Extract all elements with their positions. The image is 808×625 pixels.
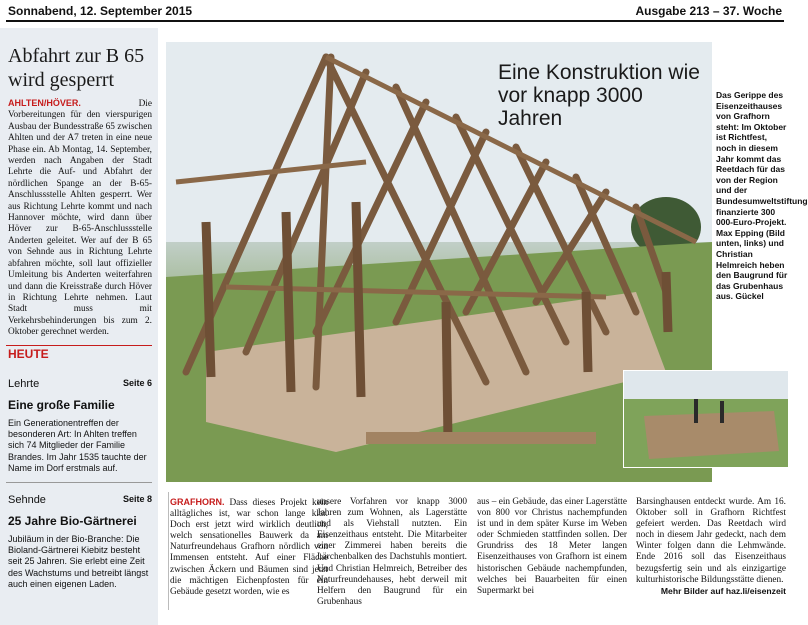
section-place: Sehnde <box>8 494 46 506</box>
inset-photo-excavation <box>623 370 789 468</box>
article-text: Barsinghausen entdeckt wurde. Am 16. Oktober soll in Grafhorn Richtfest gefeiert werden. Das Reetdach wird noch in diesem Jahr gedeckt, nach dem Winter folgen dann die Lehmwände. Ende 2016 soll das Eisenzeithaus bezugsfertig sein und als einzigartige kulturhistorische Bildungsstätte dienen. <box>636 497 786 585</box>
section-text: Ein Generationentreffen der besonderen Art: In Ahlten treffen sich 74 Mitglieder der Familie Brandes. Im Jahr 1535 tauchte der Name im Dorf erstmals auf. <box>8 418 147 473</box>
section-title: 25 Jahre Bio-Gärtnerei <box>8 514 137 528</box>
article-column-1 <box>170 497 328 598</box>
photo-caption: Das Gerippe des Eisenzeithauses von Grafhorn steht: Im Oktober ist Richtfest, noch in diesem Jahr kommt das Reetdach für das von der Region und der Bundesumweltstiftung finanzierte 300 000-Euro-Projekt. Max Epping (Bild unten, links) und Christian Helmreich heben den Baugrund für das Grubenhaus aus. Gückel <box>716 90 808 302</box>
article-column-4 <box>636 497 786 597</box>
section-divider <box>6 482 152 483</box>
section-page: Seite 8 <box>122 494 152 504</box>
article-column-3: aus – ein Gebäude, das einer Lagerstätte von 800 vor Christus nachempfunden ist und in dem später Kurse im Weben oder Schmieden stattfinden sollen. Der Grundriss des 18 Meter langen Eisenzeithauses von Grafhorn ist einem historischen Gebäude nachempfunden, welches bei Bauarbeiten für einen Supermarkt bei <box>477 497 627 596</box>
section-sehnde-header <box>8 494 152 506</box>
article-text: Dass dieses Projekt kein alltägliches ist, war schon lange klar. Doch erst jetzt wird wirklich deutlich, welch sensationelles Bauwerk da am Naturfreundehaus Grafhorn nördlich von Immensen entsteht. Auf einer Fläche zwischen Äckern und Bäumen sind jetzt die mächtigen Eichenpfosten für ein Gebäude gesetzt worden, wie es <box>170 498 328 597</box>
header-date: Sonnabend, 12. September 2015 <box>8 4 193 18</box>
sidebar-lead-kicker: AHLTEN/HÖVER. <box>8 98 81 108</box>
excavation-illustration <box>624 371 788 467</box>
sidebar-lead-text: Die Vorbereitungen für den vierspurigen Ausbau der Bundesstraße 65 zwischen Ahlten und der A7 treten in eine neue Phase ein. Ab Montag, 14. September, werden nach Angaben der Stadt Lehrte die Auf- und Abfahrt der nördlichen Spange an der B-65-Anschlussstelle Ahlten gesperrt. Wer aus Richtung Lehrte kommt und nach Hannover möchte, wird dann über Höver zur B-65-Anschlussstelle Anderten geleitet. Wer auf der B 65 von Sehnde aus in Richtung Lehrte abfahren möchte, soll laut offizieller Umleitung bis Anderten weiterfahren und dann die Kreisstraße durch Höver in Richtung Lehrte nehmen. Laut Stadt muss mit Verkehrsbehinderungen bis zum 2. Oktober gerechnet werden. <box>8 99 152 338</box>
section-lehrte-header <box>8 378 152 390</box>
sidebar-lead-body <box>8 98 152 339</box>
sidebar-lead-title: Abfahrt zur B 65 wird gesperrt <box>8 45 145 91</box>
more-pictures-link[interactable]: Mehr Bilder auf haz.li/eisenzeit <box>660 585 786 596</box>
section-text: Jubiläum in der Bio-Branche: Die Bioland-Gärtnerei Kiebitz besteht seit 25 Jahren. Sie erlebt eine Zeit des Wachstums und betreibt längst auch einen eigenen Laden. <box>8 534 149 589</box>
column-rule <box>168 492 169 610</box>
heute-rule <box>6 345 152 346</box>
header-issue: Ausgabe 213 – 37. Woche <box>635 4 782 18</box>
section-title: Eine große Familie <box>8 398 115 412</box>
photo-headline: Eine Konstruktion wie vor knapp 3000 Jahren <box>498 61 700 130</box>
article-kicker: GRAFHORN. <box>170 497 225 507</box>
section-page: Seite 6 <box>122 378 152 388</box>
header-rule <box>6 20 784 22</box>
heute-label: HEUTE <box>8 347 49 361</box>
section-place: Lehrte <box>8 378 40 390</box>
article-column-2: unsere Vorfahren vor knapp 3000 Jahren zum Wohnen, als Lagerstätte und als Viehstall nutzten. Ein Eisenzeithaus entsteht. Die Mitarbeiter einer Zimmerei haben bereits die Lärchenbalken des Dachstuhls montiert. Und Christian Helmreich, Betreiber des Naturfreundehauses, hebt derweil mit Helfern den Baugrund für ein Grubenhaus <box>317 497 467 607</box>
